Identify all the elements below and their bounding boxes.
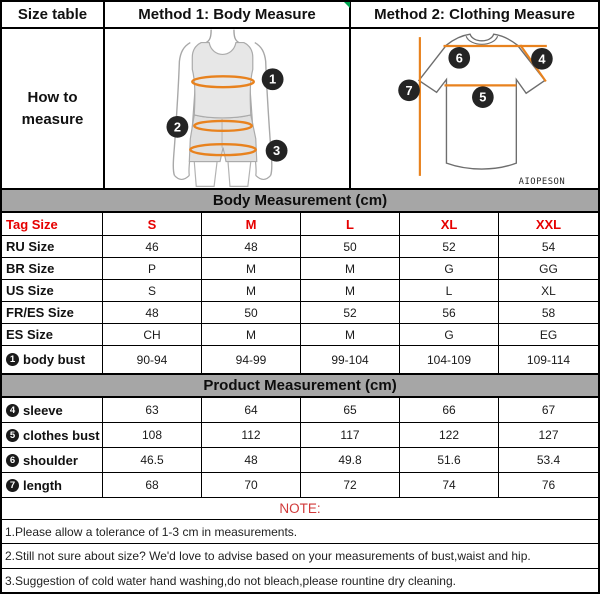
value-cell: M xyxy=(202,258,301,279)
column-header-l: L xyxy=(301,213,400,235)
body-measurement-table xyxy=(2,236,598,374)
tshirt-illustration xyxy=(351,29,598,188)
value-cell: 122 xyxy=(400,423,499,447)
value-cell: 46.5 xyxy=(103,448,202,472)
table-row xyxy=(2,280,598,302)
value-cell: P xyxy=(103,258,202,279)
row-number-badge: 7 xyxy=(6,479,19,492)
marker-bust xyxy=(262,68,284,90)
svg-text:3: 3 xyxy=(273,143,281,159)
marker-shoulder xyxy=(448,47,470,69)
note-heading: NOTE: xyxy=(2,498,598,520)
value-cell: 68 xyxy=(103,473,202,497)
note-item: 3.Suggestion of cold water hand washing,do not bleach,please rountine dry cleaning. xyxy=(5,573,456,588)
value-cell: S xyxy=(103,280,202,301)
body-measure-figure xyxy=(105,29,351,188)
table-row xyxy=(2,324,598,346)
how-to-measure-label: How to measure xyxy=(2,29,105,188)
value-cell: M xyxy=(301,258,400,279)
table-row xyxy=(2,258,598,280)
value-cell: 66 xyxy=(400,398,499,422)
value-cell: 48 xyxy=(103,302,202,323)
row-number-badge: 1 xyxy=(6,353,19,366)
header-row xyxy=(2,2,598,29)
value-cell: 76 xyxy=(541,478,556,492)
svg-text:6: 6 xyxy=(455,50,463,66)
value-cell: 52 xyxy=(400,236,499,257)
value-cell: 67 xyxy=(541,403,556,417)
method1-title: Method 1: Body Measure xyxy=(105,2,351,27)
column-header-s: S xyxy=(103,213,202,235)
row-label: US Size xyxy=(2,280,103,301)
value-cell: 52 xyxy=(301,302,400,323)
spreadsheet-corner-tick xyxy=(344,2,350,8)
value-cell: 99-104 xyxy=(301,346,400,373)
tag-size-label: Tag Size xyxy=(2,213,103,235)
value-cell: GG xyxy=(539,261,558,276)
svg-text:1: 1 xyxy=(269,71,277,87)
value-cell: 94-99 xyxy=(202,346,301,373)
value-cell: 112 xyxy=(202,423,301,447)
svg-text:7: 7 xyxy=(405,82,413,98)
value-cell: 70 xyxy=(202,473,301,497)
row-label: 4 sleeve xyxy=(2,398,103,422)
value-cell: 54 xyxy=(541,239,556,254)
row-label: 1 body bust xyxy=(2,346,103,373)
value-cell: 48 xyxy=(202,236,301,257)
marker-length xyxy=(398,79,420,101)
value-cell: M xyxy=(301,324,400,345)
value-cell: 127 xyxy=(538,428,559,442)
svg-text:2: 2 xyxy=(173,119,181,135)
value-cell: 65 xyxy=(301,398,400,422)
row-label: 5 clothes bust xyxy=(2,423,103,447)
table-row xyxy=(2,346,598,374)
value-cell: 56 xyxy=(400,302,499,323)
notes-list xyxy=(2,520,598,592)
marker-hip xyxy=(266,140,288,162)
row-label: 7 length xyxy=(2,473,103,497)
row-number-badge: 4 xyxy=(6,404,19,417)
marker-waist xyxy=(166,116,188,138)
marker-chest xyxy=(472,86,494,108)
value-cell: 49.8 xyxy=(301,448,400,472)
table-row xyxy=(2,423,598,448)
row-label: ES Size xyxy=(2,324,103,345)
illustration-row xyxy=(2,29,598,190)
value-cell: 63 xyxy=(103,398,202,422)
table-row xyxy=(2,398,598,423)
value-cell: 53.4 xyxy=(536,453,561,467)
value-cell: XL xyxy=(541,283,556,298)
row-number-badge: 5 xyxy=(6,429,19,442)
product-measurement-band: Product Measurement (cm) xyxy=(2,374,598,398)
value-cell: 109-114 xyxy=(526,352,571,367)
row-label: FR/ES Size xyxy=(2,302,103,323)
body-illustration xyxy=(105,29,349,188)
table-row xyxy=(2,302,598,324)
row-label: RU Size xyxy=(2,236,103,257)
note-item: 2.Still not sure about size? We'd love to advise based on your measurements of bust,waist and hip. xyxy=(2,544,598,569)
value-cell: CH xyxy=(103,324,202,345)
value-cell: 74 xyxy=(400,473,499,497)
tag-size-row xyxy=(2,213,598,236)
value-cell: 90-94 xyxy=(103,346,202,373)
row-label: 6 shoulder xyxy=(2,448,103,472)
value-cell: 104-109 xyxy=(400,346,499,373)
value-cell: 50 xyxy=(301,236,400,257)
table-row xyxy=(2,473,598,498)
svg-text:4: 4 xyxy=(538,51,546,67)
size-table-title: Size table xyxy=(2,2,105,27)
column-header-xxl: XXL xyxy=(535,216,562,232)
value-cell: 51.6 xyxy=(400,448,499,472)
value-cell: 48 xyxy=(202,448,301,472)
value-cell: G xyxy=(400,258,499,279)
value-cell: 117 xyxy=(301,423,400,447)
column-header-xl: XL xyxy=(400,213,499,235)
note-item: 1.Please allow a tolerance of 1-3 cm in measurements. xyxy=(2,520,598,544)
value-cell: 50 xyxy=(202,302,301,323)
brand-label: AIOPESON xyxy=(518,176,566,187)
value-cell: 64 xyxy=(202,398,301,422)
value-cell: M xyxy=(301,280,400,301)
table-row xyxy=(2,236,598,258)
value-cell: 46 xyxy=(103,236,202,257)
value-cell: EG xyxy=(539,327,558,342)
row-label: BR Size xyxy=(2,258,103,279)
table-row xyxy=(2,448,598,473)
value-cell: M xyxy=(202,280,301,301)
column-header-m: M xyxy=(202,213,301,235)
value-cell: L xyxy=(400,280,499,301)
clothing-measure-figure xyxy=(351,29,598,188)
method2-title: Method 2: Clothing Measure xyxy=(374,6,575,23)
svg-text:5: 5 xyxy=(479,89,487,105)
value-cell: G xyxy=(400,324,499,345)
body-measurement-band: Body Measurement (cm) xyxy=(2,190,598,213)
value-cell: 58 xyxy=(541,305,556,320)
value-cell: M xyxy=(202,324,301,345)
row-number-badge: 6 xyxy=(6,454,19,467)
marker-sleeve xyxy=(531,48,553,70)
value-cell: 108 xyxy=(103,423,202,447)
value-cell: 72 xyxy=(301,473,400,497)
product-measurement-table xyxy=(2,398,598,498)
